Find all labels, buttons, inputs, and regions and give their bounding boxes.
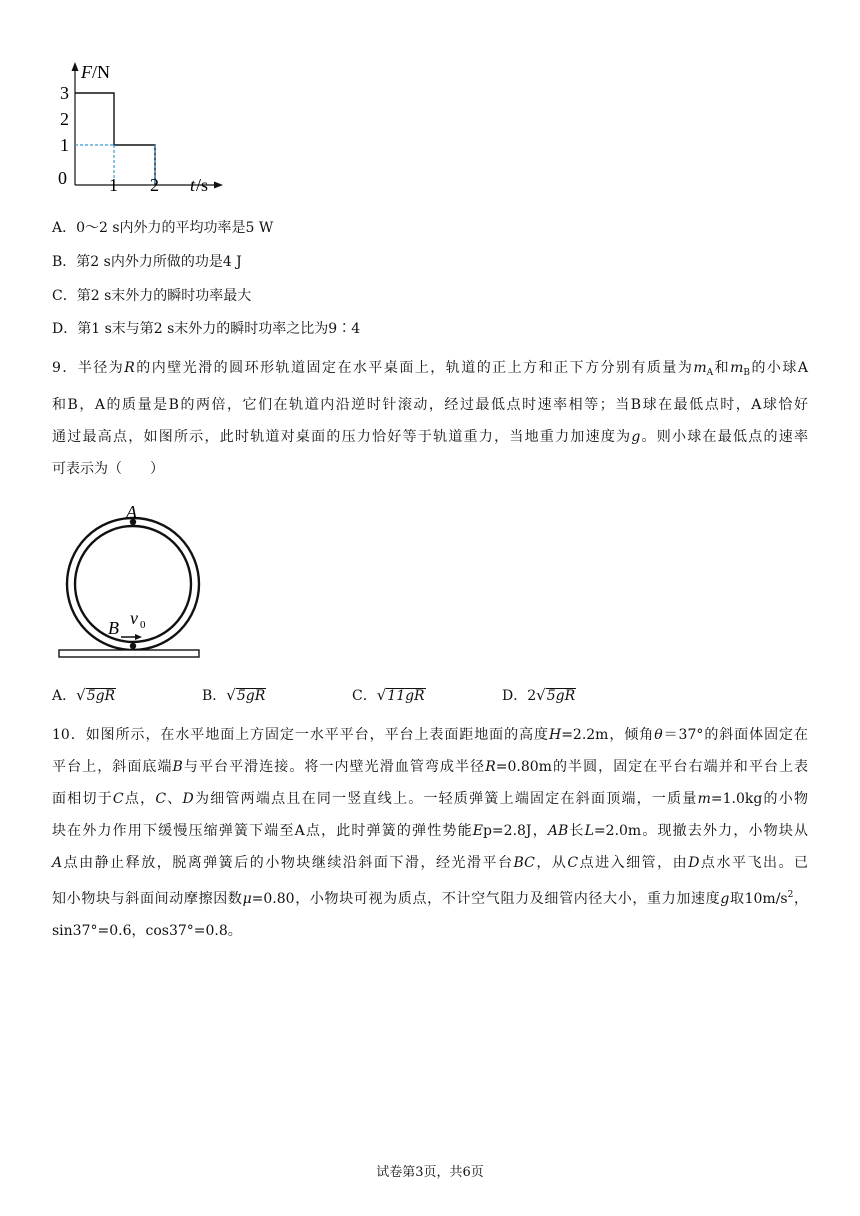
force-time-graph — [50, 58, 230, 198]
force-step-line — [75, 93, 155, 185]
table-surface — [59, 650, 199, 657]
q9-line-3: 通过最高点，如图所示，此时轨道对桌面的压力恰好等于轨道重力，当地重力加速度为g。则小球在最低点的速率 — [52, 429, 808, 445]
q10-line-2: 平台上，斜面底端B与平台平滑连接。将一内壁光滑血管弯成半径R=0.80m的半圆，固定在平台右端并和平台上表 — [52, 759, 809, 775]
x-tick-1: 1 — [109, 175, 118, 195]
q8-option-d: D．第1 s末与第2 s末外力的瞬时功率之比为9∶4 — [52, 321, 361, 337]
x-axis-label-unit: /s — [196, 175, 209, 195]
q10-line-5: A点由静止释放，脱离弹簧后的小物块继续沿斜面下滑，经光滑平台BC，从C点进入细管，由D点水平飞出。已 — [52, 855, 809, 871]
q8-option-a: A．0～2 s内外力的平均功率是5 W — [52, 220, 274, 236]
y-tick-1: 1 — [60, 135, 69, 155]
y-axis-label-unit: /N — [92, 62, 110, 82]
q10-line-1: 10．如图所示，在水平地面上方固定一水平平台，平台上表面距地面的高度H=2.2m，倾角θ＝37°的斜面体固定在 — [52, 727, 808, 743]
q9-line-2: 和B，A的质量是B的两倍，它们在轨道内沿逆时针滚动，经过最低点时速率相等；当B球在最低点时，A球恰好 — [52, 397, 808, 413]
q9-option-d: D．2√5gR — [502, 686, 576, 704]
origin-label: 0 — [58, 168, 67, 188]
ring-track-diagram — [52, 500, 212, 662]
x-axis-arrow — [214, 182, 223, 189]
q9-line-1: 9．半径为R的内壁光滑的圆环形轨道固定在水平桌面上，轨道的正上方和正下方分别有质量为$m_A$和$m_B$的小球A — [52, 360, 808, 378]
ball-b — [130, 643, 136, 649]
y-axis-label-F: F — [81, 62, 92, 82]
q8-option-b: B．第2 s内外力所做的功是4 J — [52, 254, 242, 270]
ring-outer — [67, 518, 199, 650]
q9-line-4: 可表示为（ ） — [52, 461, 164, 477]
label-v0: v — [130, 608, 138, 628]
y-tick-2: 2 — [60, 109, 69, 129]
label-v0-sub: 0 — [140, 619, 146, 631]
q8-option-c: C．第2 s末外力的瞬时功率最大 — [52, 288, 252, 304]
x-axis-label-t: t — [190, 175, 196, 195]
question-9 — [52, 352, 808, 485]
label-a: A — [126, 502, 137, 522]
q10-line-7: sin37°=0.6，cos37°=0.8。 — [52, 923, 242, 939]
page-footer: 试卷第3页，共6页 — [376, 1165, 484, 1180]
x-tick-2: 2 — [150, 175, 159, 195]
velocity-arrowhead — [135, 634, 142, 640]
q10-line-4: 块在外力作用下缓慢压缩弹簧下端至A点，此时弹簧的弹性势能Ep=2.8J，AB长L=2.0m。现撤去外力，小物块从 — [52, 823, 809, 839]
q9-option-c: C．√11gR — [352, 686, 425, 704]
q10-line-3: 面相切于C点，C、D为细管两端点且在同一竖直线上。一轻质弹簧上端固定在斜面顶端，一质量m=1.0kg的小物 — [52, 791, 809, 807]
y-axis-arrow — [72, 62, 79, 71]
label-b: B — [108, 618, 119, 638]
y-tick-3: 3 — [60, 83, 69, 103]
question-10 — [52, 719, 808, 947]
q9-option-b: B．√5gR — [202, 686, 266, 704]
q9-option-a: A．√5gR — [52, 686, 116, 704]
q10-line-6: 知小物块与斜面间动摩擦因数μ=0.80，小物块可视为质点，不计空气阻力及细管内径大小，重力加速度g取$10m/s^2$， — [52, 890, 809, 907]
